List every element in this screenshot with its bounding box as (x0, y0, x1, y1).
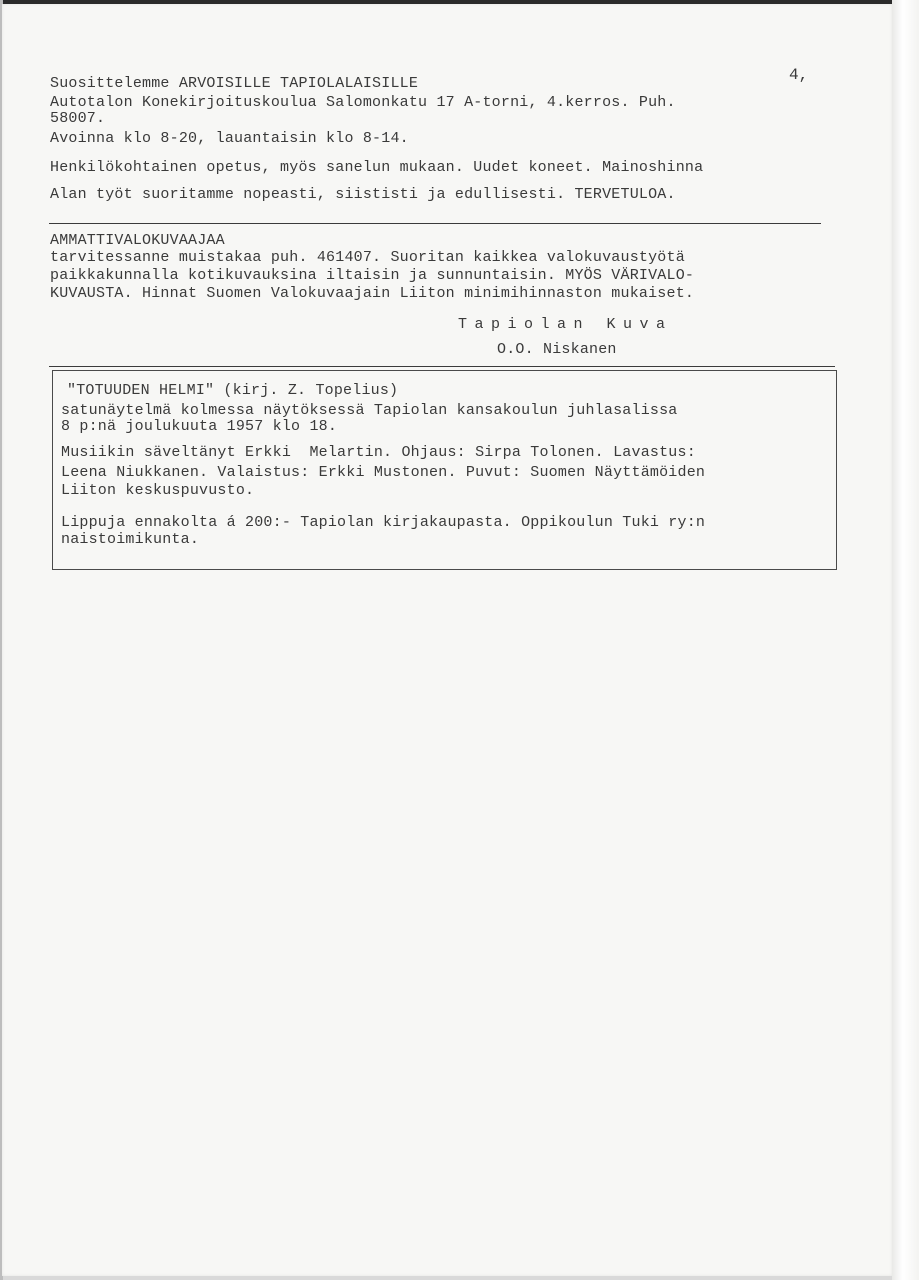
ad3-line-2: satunäytelmä kolmessa näytöksessä Tapiolan kansakoulun juhlasalissa (61, 402, 678, 419)
document-page (2, 4, 892, 1276)
ad2-line-1: AMMATTIVALOKUVAAJAA (50, 232, 225, 249)
ad3-line-7: Lippuja ennakolta á 200:- Tapiolan kirjakaupasta. Oppikoulun Tuki ry:n (61, 514, 706, 531)
page-number: 4, (789, 66, 809, 84)
ad2-line-2: tarvitessanne muistakaa puh. 461407. Suoritan kaikkea valokuvaustyötä (50, 249, 685, 266)
ad1-line-2: Autotalon Konekirjoituskoulua Salomonkatu 17 A-torni, 4.kerros. Puh. (50, 94, 676, 111)
ad3-line-8: naistoimikunta. (61, 531, 200, 548)
ad3-line-5: Leena Niukkanen. Valaistus: Erkki Mustonen. Puvut: Suomen Näyttämöiden (61, 464, 706, 481)
ad3-line-1: "TOTUUDEN HELMI" (kirj. Z. Topelius) (67, 382, 399, 399)
ad1-line-3: 58007. (50, 110, 106, 127)
ad1-line-1: Suosittelemme ARVOISILLE TAPIOLALAISILLE (50, 75, 419, 92)
ad3-line-4: Musiikin säveltänyt Erkki Melartin. Ohjaus: Sirpa Tolonen. Lavastus: (61, 444, 696, 461)
studio-name: Tapiolan Kuva (458, 316, 673, 333)
ad3-line-6: Liiton keskuspuvusto. (61, 482, 255, 499)
separator-line-2 (49, 366, 835, 367)
ad-play-box (52, 370, 837, 570)
studio-owner: O.O. Niskanen (497, 341, 617, 358)
ad2-line-4: KUVAUSTA. Hinnat Suomen Valokuvaajain Liiton minimihinnaston mukaiset. (50, 285, 695, 302)
ad3-line-3: 8 p:nä joulukuuta 1957 klo 18. (61, 418, 338, 435)
separator-line-1 (49, 223, 821, 224)
ad2-line-3: paikkakunnalla kotikuvauksina iltaisin ja sunnuntaisin. MYÖS VÄRIVALO- (50, 267, 695, 284)
ad1-line-5: Henkilökohtainen opetus, myös sanelun mukaan. Uudet koneet. Mainoshinna (50, 159, 704, 176)
ad1-line-4: Avoinna klo 8-20, lauantaisin klo 8-14. (50, 130, 409, 147)
ad1-line-6: Alan työt suoritamme nopeasti, siististi ja edullisesti. TERVETULOA. (50, 186, 676, 203)
scan-right-margin (892, 0, 919, 1280)
